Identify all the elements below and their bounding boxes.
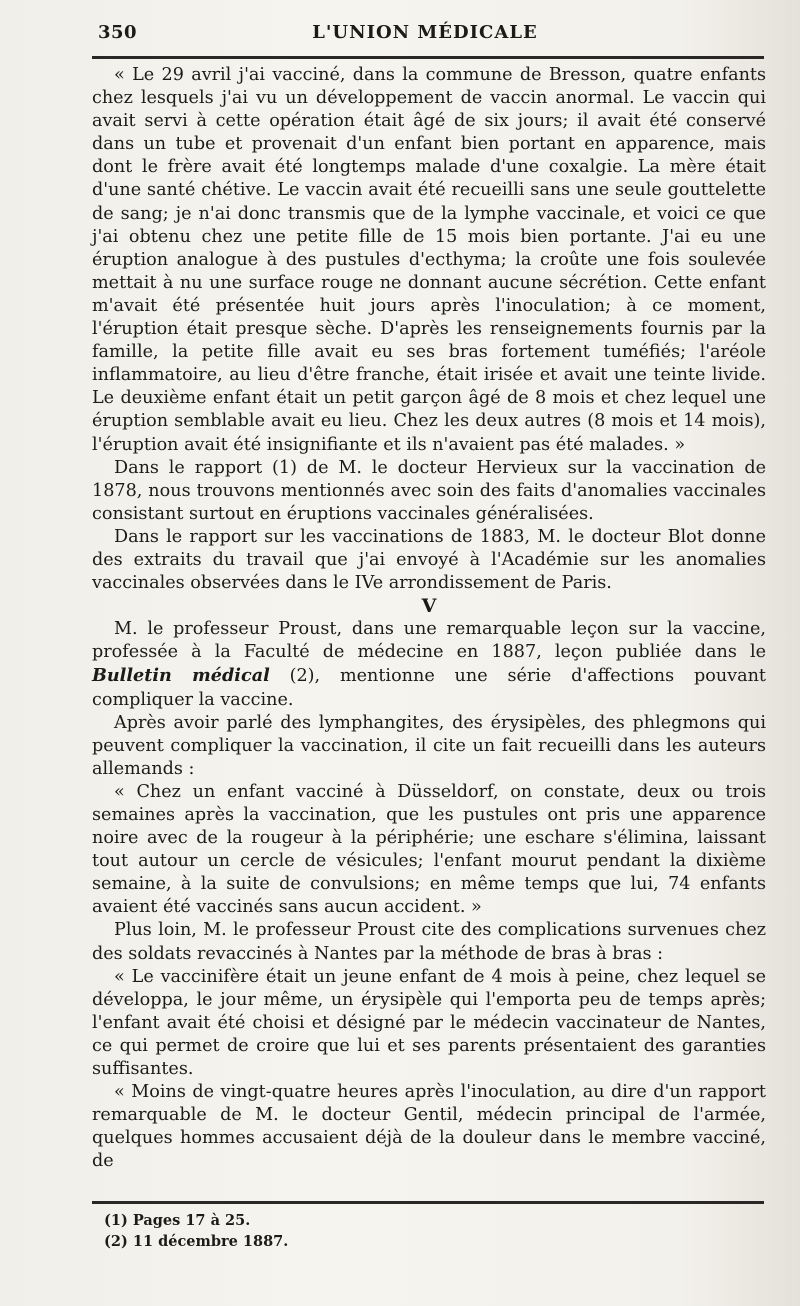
paragraph-hervieux: Dans le rapport (1) de M. le docteur Hervieux sur la vaccination de 1878, nous trouvons mentionnés avec soin des faits d'anomalies vaccinales consistant surtout en éruptions vaccinales généralisées. [92, 457, 766, 524]
paragraph-nantes: Plus loin, M. le professeur Proust cite des complications survenues chez des soldats revaccinés à Nantes par la méthode de bras à bras : [92, 920, 766, 964]
body-text [92, 64, 766, 1174]
page-number: 350 [98, 22, 138, 43]
proust-text-b: (2), mentionne une série d'affections pouvant compliquer la vaccine. [92, 666, 767, 710]
footnote-rule [92, 1201, 764, 1204]
running-title: L'UNION MÉDICALE [312, 22, 538, 43]
paragraph-lymphangites: Après avoir parlé des lymphangites, des érysipèles, des phlegmons qui peuvent compliquer la vaccination, il cite un fait recueilli dans les auteurs allemands : [92, 712, 766, 779]
proust-journal-title: Bulletin médical [92, 665, 270, 687]
footnote-2: (2) 11 décembre 1887. [104, 1233, 289, 1250]
footnotes [104, 1210, 504, 1252]
header-rule [92, 56, 764, 59]
quoted-paragraph-dusseldorf: « Chez un enfant vacciné à Düsseldorf, on constate, deux ou trois semaines après la vaccination, que les pustules ont pris une apparence noire avec de la rougeur à la périphérie; une eschare s'élimina, laissant tout autour un cercle de vésicules; l'enfant mourut pendant la dixième semaine, à la suite de convulsions; en même temps que lui, 74 enfants avaient été vaccinés sans aucun accident. » [92, 781, 766, 918]
footnote-1: (1) Pages 17 à 25. [104, 1212, 251, 1229]
section-heading: V [421, 595, 437, 618]
quoted-paragraph-gentil: « Moins de vingt-quatre heures après l'inoculation, au dire d'un rapport remarquable de M. le docteur Gentil, médecin principal de l'armée, quelques hommes accusaient déjà de la douleur dans le membre vacciné, de [92, 1082, 766, 1172]
paragraph-proust [92, 618, 766, 711]
page-header [90, 18, 760, 48]
proust-text-a: M. le professeur Proust, dans une remarquable leçon sur la vaccine, professée à la Faculté de médecine en 1887, leçon publiée dans le [92, 619, 766, 663]
paragraph-blot: Dans le rapport sur les vaccinations de 1883, M. le docteur Blot donne des extraits du travail que j'ai envoyé à l'Académie sur les anomalies vaccinales observées dans le IVe arrondissement de Paris. [92, 526, 766, 594]
quoted-paragraph-bresson: « Le 29 avril j'ai vacciné, dans la commune de Bresson, quatre enfants chez lesquels j'ai vu un développement de vaccin anormal. Le vaccin qui avait servi à cette opération était âgé de six jours; il avait été conservé dans un tube et provenait d'un enfant bien portant en apparence, mais dont le frère avait été longtemps malade d'une coxalgie. La mère était d'une santé chétive. Le vaccin avait été recueilli sans une seule gouttelette de sang; je n'ai donc transmis que de la lymphe vaccinale, et voici ce que j'ai obtenu chez une petite fille de 15 mois bien portante. J'ai eu une éruption analogue à des pustules d'ecthyma; la croûte une fois soulevée mettait à nu une surface rouge ne donnant aucune sécrétion. Cette enfant m'avait été présentée huit jours après l'inoculation; à ce moment, l'éruption était presque sèche. D'après les renseignements fournis par la famille, la petite fille avait eu ses bras fortement tuméfiés; l'aréole inflammatoire, au lieu d'être franche, était irisée et avait une teinte livide. Le deuxième enfant était un petit garçon âgé de 8 mois et chez lequel une éruption semblable avait eu lieu. Chez les deux autres (8 mois et 14 mois), l'éruption avait été insignifiante et ils n'avaient pas été malades. » [92, 65, 766, 455]
quoted-paragraph-vaccinifere: « Le vaccinifère était un jeune enfant de 4 mois à peine, chez lequel se développa, le jour même, un érysipèle qui l'emporta peu de temps après; l'enfant avait été choisi et désigné par le médecin vaccinateur de Nantes, ce qui permet de croire que lui et ses parents présentaient des garanties suffisantes. [92, 966, 766, 1080]
